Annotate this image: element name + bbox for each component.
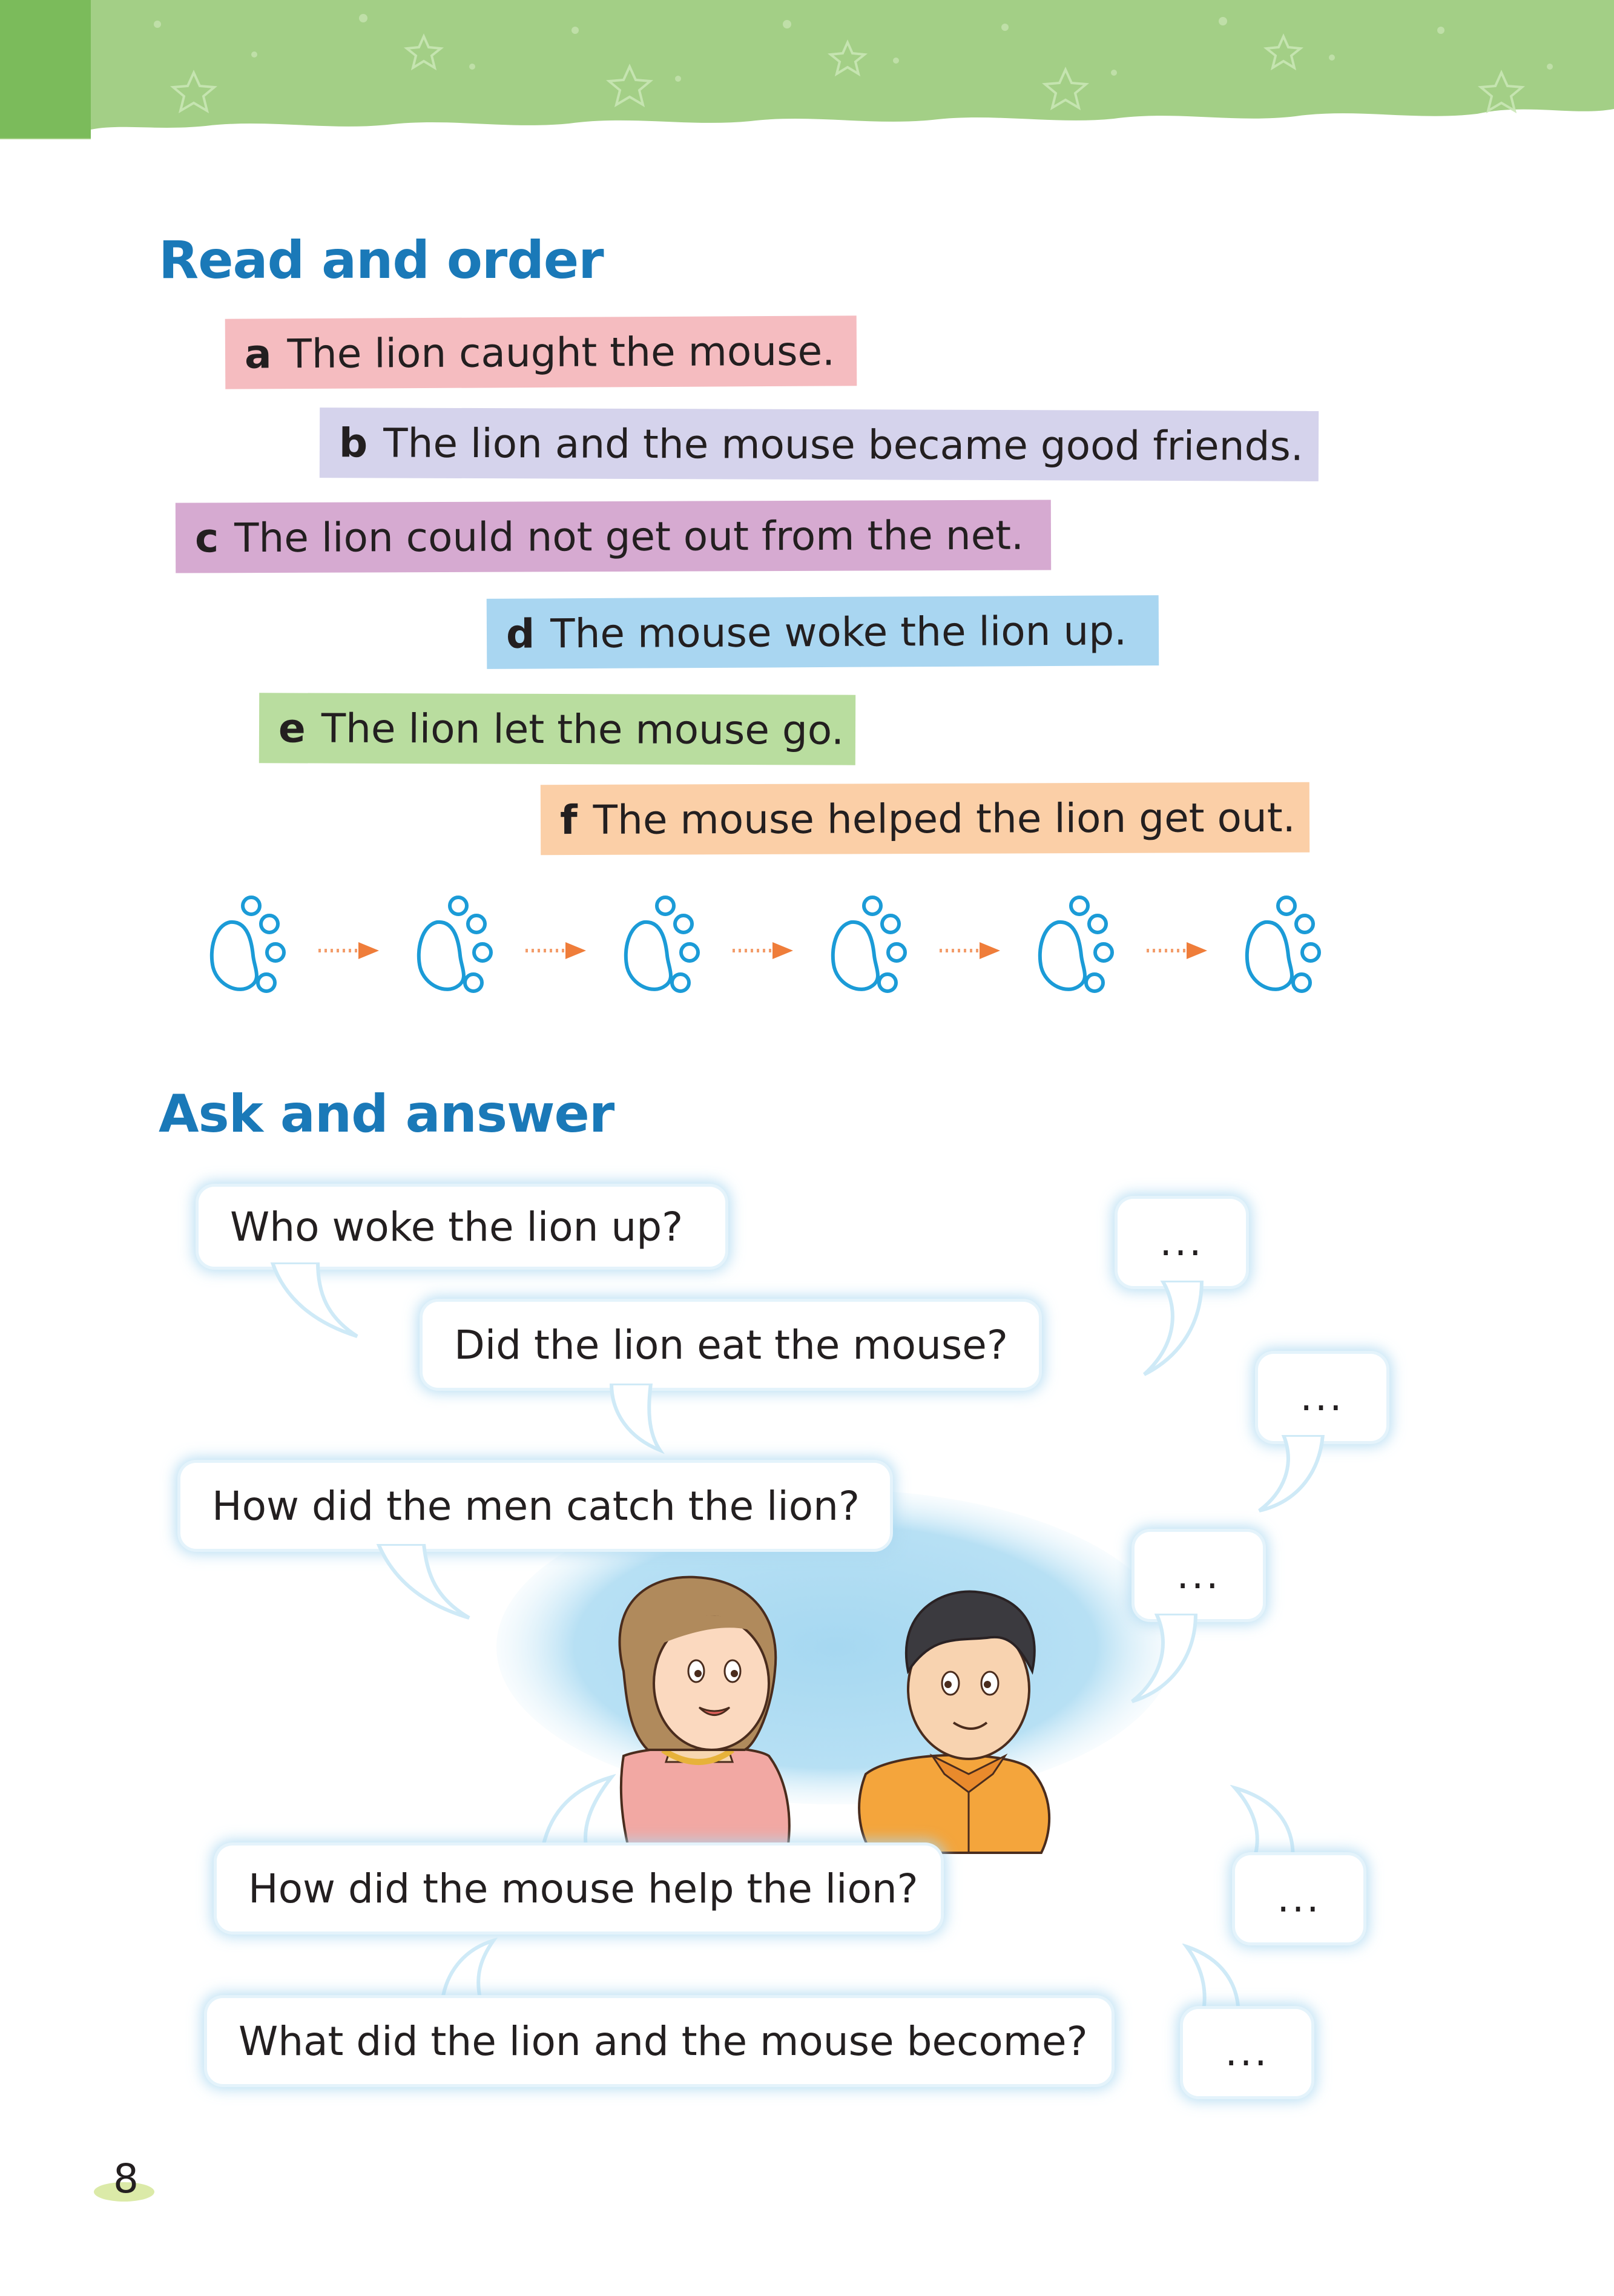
bubble-tail — [1126, 1614, 1205, 1704]
paw-print-icon[interactable] — [1034, 895, 1119, 1010]
question-text: How did the mouse help the lion? — [248, 1865, 918, 1912]
bubble-tail — [1253, 1435, 1332, 1514]
sentence-letter: e — [278, 704, 306, 752]
sentence-strip-b — [320, 407, 1319, 481]
sentence-strip-d — [487, 595, 1159, 669]
answer-bubble-1 — [1118, 1199, 1246, 1286]
paw-print-icon[interactable] — [1241, 895, 1326, 1010]
sentence-text: The lion and the mouse became good friends. — [383, 419, 1303, 470]
arrow-right-icon — [730, 939, 797, 963]
sentence-letter: b — [338, 419, 368, 466]
answer-text: ... — [1225, 2030, 1270, 2075]
question-bubble-2 — [423, 1302, 1039, 1388]
sentence-letter: d — [506, 610, 535, 658]
paw-print-icon[interactable] — [206, 895, 291, 1010]
page-number: 8 — [113, 2155, 139, 2202]
paw-print-icon[interactable] — [827, 895, 912, 1010]
sentence-strip-a — [225, 315, 857, 389]
sentence-strip-e — [259, 693, 855, 765]
sentence-strip-f — [541, 782, 1309, 855]
question-text: Who woke the lion up? — [230, 1203, 683, 1250]
answer-text: ... — [1300, 1375, 1345, 1420]
sentence-letter: f — [559, 796, 578, 843]
bubble-tail — [369, 1544, 478, 1623]
answer-text: ... — [1159, 1220, 1204, 1265]
sentence-text: The lion caught the mouse. — [287, 327, 835, 377]
arrow-right-icon — [1144, 939, 1211, 963]
bubble-tail — [599, 1384, 672, 1456]
question-bubble-3 — [180, 1463, 890, 1549]
question-bubble-4 — [217, 1846, 941, 1931]
bubble-tail — [427, 1938, 499, 2004]
bubble-tail — [260, 1262, 369, 1341]
ask-and-answer-heading: Ask and answer — [159, 1084, 614, 1144]
bubble-tail — [1138, 1281, 1211, 1377]
sentence-text: The mouse woke the lion up. — [550, 607, 1127, 657]
sentence-text: The lion could not get out from the net. — [234, 512, 1024, 561]
arrow-right-icon — [316, 939, 383, 963]
question-text: Did the lion eat the mouse? — [454, 1321, 1008, 1368]
top-banner — [0, 0, 1614, 139]
bubble-tail — [1229, 1785, 1320, 1864]
answer-bubble-2 — [1258, 1354, 1386, 1441]
sentence-text: The mouse helped the lion get out. — [593, 794, 1296, 843]
paw-print-icon[interactable] — [413, 895, 498, 1010]
sentence-letter: a — [244, 330, 272, 378]
answer-text: ... — [1176, 1553, 1221, 1598]
question-text: How did the men catch the lion? — [212, 1482, 860, 1529]
answer-text: ... — [1277, 1876, 1322, 1921]
answer-bubble-5 — [1183, 2009, 1311, 2096]
answer-bubble-4 — [1235, 1855, 1363, 1942]
bubble-tail — [515, 1774, 624, 1853]
question-bubble-5 — [207, 1998, 1112, 2084]
sentence-text: The lion let the mouse go. — [321, 705, 845, 754]
paw-print-icon[interactable] — [620, 895, 705, 1010]
question-bubble-1 — [199, 1187, 725, 1267]
read-and-order-heading: Read and order — [159, 230, 604, 291]
question-text: What did the lion and the mouse become? — [239, 2017, 1088, 2065]
answer-bubble-3 — [1135, 1532, 1263, 1619]
arrow-right-icon — [937, 939, 1004, 963]
arrow-right-icon — [523, 939, 590, 963]
sentence-letter: c — [194, 514, 219, 561]
sentence-strip-c — [176, 500, 1051, 573]
